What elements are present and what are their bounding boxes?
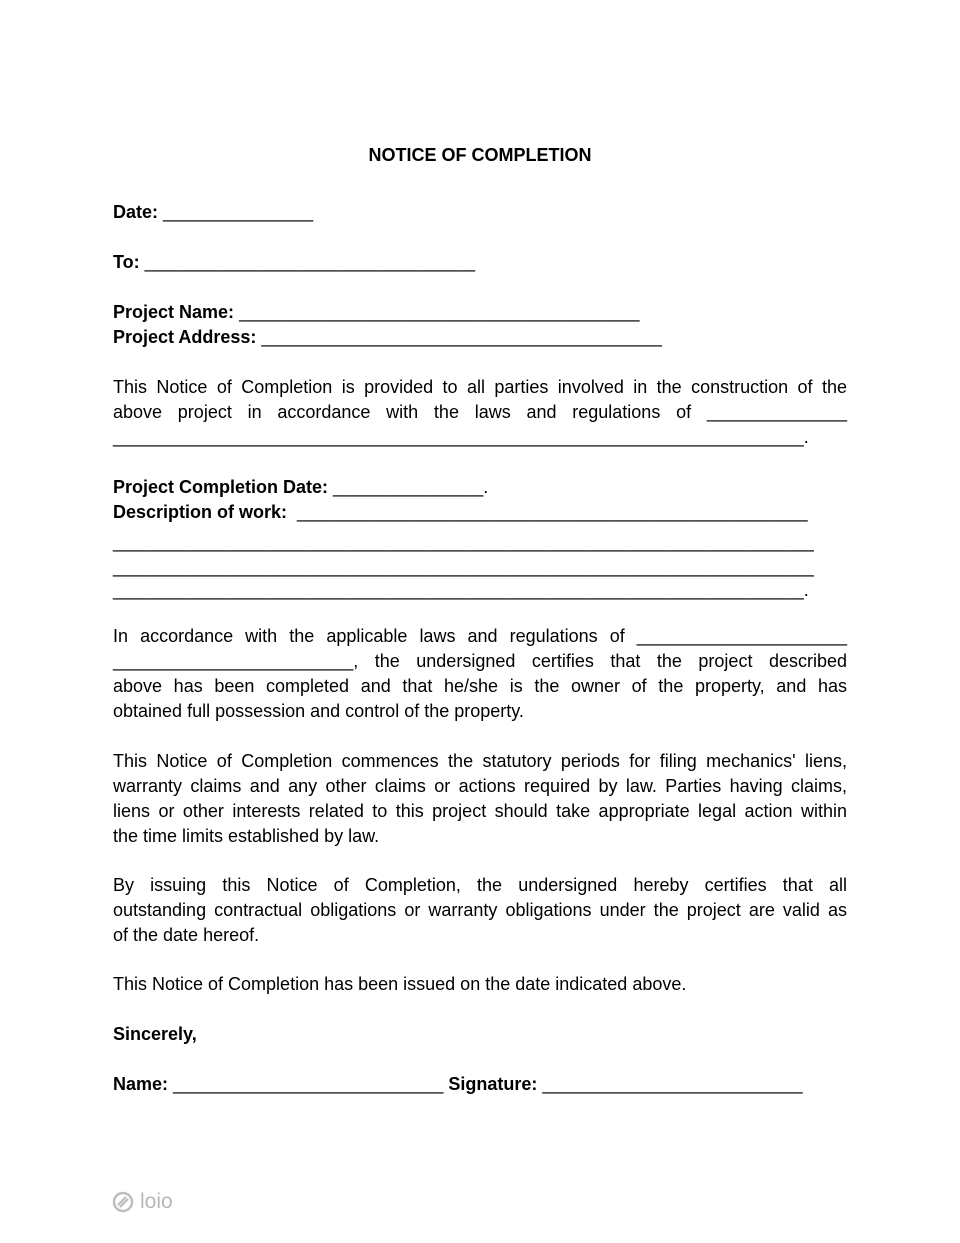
signature-label: Signature:	[448, 1074, 538, 1094]
completion-date-line	[113, 475, 488, 500]
project-name-blank[interactable]: ________________________________________	[239, 302, 640, 322]
completion-date-blank[interactable]: _______________.	[333, 477, 489, 497]
project-address-line	[113, 325, 662, 350]
description-blank-line[interactable]: ______________________________________________________________________	[113, 532, 814, 552]
date-blank[interactable]: _______________	[163, 202, 314, 222]
paragraph-provided	[113, 375, 847, 450]
name-blank[interactable]: ___________________________	[173, 1074, 444, 1094]
loio-logo-icon	[112, 1191, 134, 1213]
description-blank[interactable]: ___________________________________________________	[292, 502, 808, 522]
paragraph-line: This Notice of Completion commences the statutory periods for filing mechanics' liens,	[113, 751, 847, 771]
closing-sincerely: Sincerely,	[113, 1024, 197, 1044]
paragraph-line: ________________________, the undersigned certifies that the project described	[113, 651, 847, 671]
loio-logo	[112, 1190, 173, 1214]
paragraph-line: By issuing this Notice of Completion, the undersigned hereby certifies that all	[113, 875, 847, 895]
to-line	[113, 250, 475, 275]
date-line	[113, 200, 313, 225]
to-label: To:	[113, 252, 140, 272]
paragraph-line: liens or other interests related to this project should take appropriate legal action within	[113, 801, 847, 821]
paragraph-line: above project in accordance with the laws and regulations of ______________	[113, 402, 847, 422]
paragraph-line: This Notice of Completion is provided to all parties involved in the construction of the	[113, 377, 847, 397]
completion-date-label: Project Completion Date:	[113, 477, 329, 497]
paragraph-obligations	[113, 873, 847, 948]
project-name-line	[113, 300, 640, 325]
paragraph-line: the time limits established by law.	[113, 826, 380, 846]
paragraph-line: In accordance with the applicable laws and regulations of _____________________	[113, 626, 847, 646]
description-blank-line[interactable]: _____________________________________________________________________.	[113, 580, 809, 600]
name-label: Name:	[113, 1074, 169, 1094]
description-label: Description of work:	[113, 502, 288, 522]
signature-line	[113, 1072, 803, 1097]
paragraph-line: warranty claims and any other claims or actions required by law. Parties having claims,	[113, 776, 847, 796]
description-blank-line[interactable]: ______________________________________________________________________	[113, 557, 814, 577]
loio-logo-text: loio	[140, 1190, 173, 1213]
paragraph-line: outstanding contractual obligations or warranty obligations under the project are valid as	[113, 900, 847, 920]
paragraph-line: of the date hereof.	[113, 925, 260, 945]
project-address-label: Project Address:	[113, 327, 257, 347]
date-label: Date:	[113, 202, 159, 222]
project-name-label: Project Name:	[113, 302, 235, 322]
paragraph-certifies	[113, 624, 847, 724]
signature-blank[interactable]: __________________________	[542, 1074, 803, 1094]
paragraph-line: _____________________________________________________________________.	[113, 427, 809, 447]
project-address-blank[interactable]: ________________________________________	[261, 327, 662, 347]
paragraph-statutory	[113, 749, 847, 849]
paragraph-line: obtained full possession and control of the property.	[113, 701, 524, 721]
paragraph-line: above has been completed and that he/she is the owner of the property, and has	[113, 676, 847, 696]
paragraph-issued: This Notice of Completion has been issued on the date indicated above.	[113, 974, 687, 994]
to-blank[interactable]: _________________________________	[144, 252, 476, 272]
description-line	[113, 500, 808, 525]
document-title: NOTICE OF COMPLETION	[368, 145, 592, 165]
